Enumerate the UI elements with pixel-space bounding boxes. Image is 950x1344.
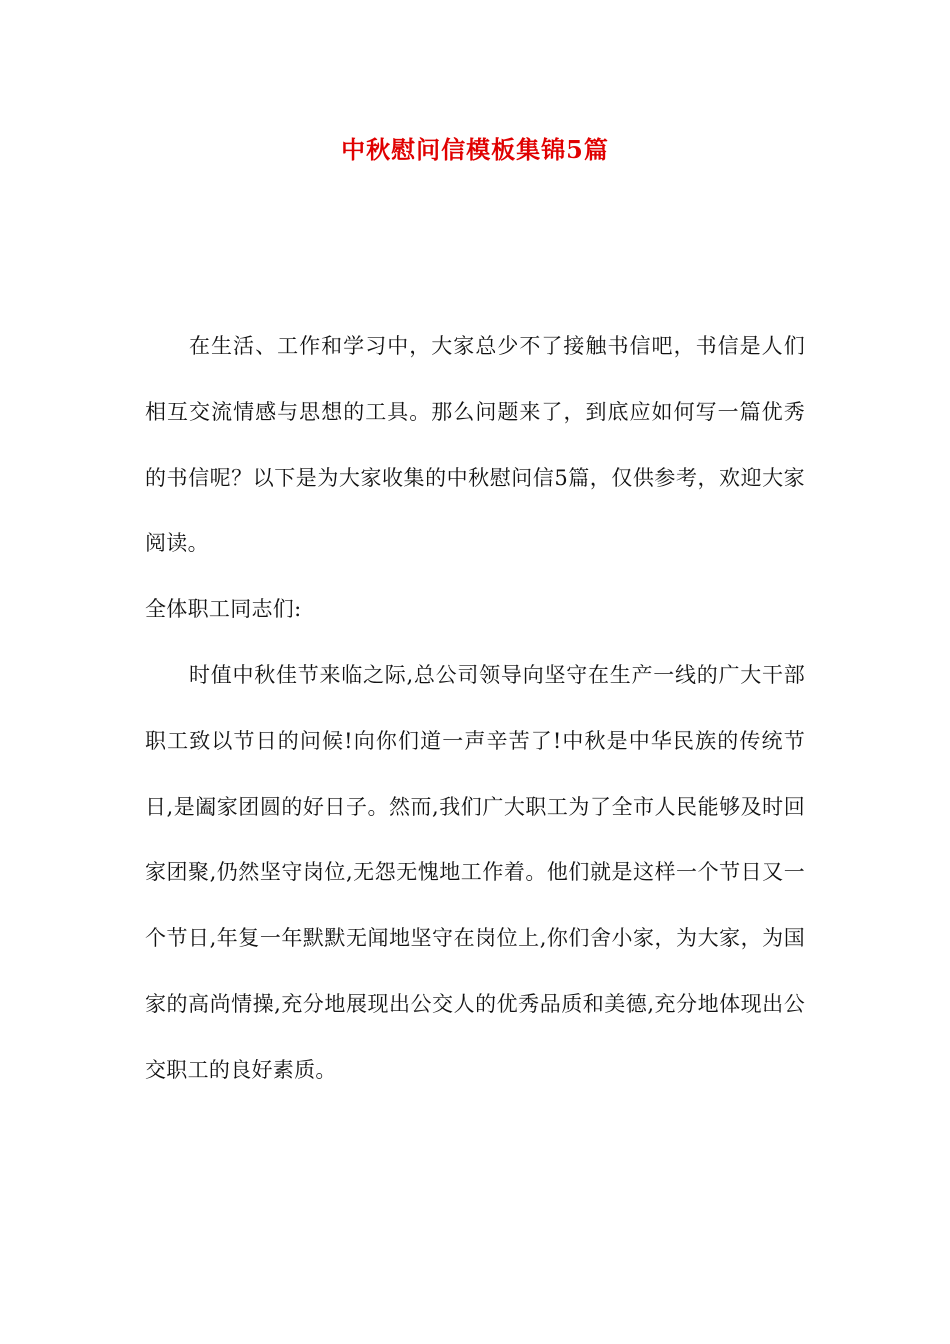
salutation: 全体职工同志们: (145, 597, 302, 622)
document-title: 中秋慰问信模板集锦5篇 (341, 135, 609, 164)
document-body (145, 314, 805, 1104)
intro-paragraph: 在生活、工作和学习中，大家总少不了接触书信吧，书信是人们相互交流情感与思想的工具。那么问题来了，到底应如何写一篇优秀的书信呢？以下是为大家收集的中秋慰问信5篇，仅供参考，欢迎大家阅读。 (145, 334, 805, 556)
letter-paragraph: 时值中秋佳节来临之际,总公司领导向坚守在生产一线的广大干部职工致以节日的问候!向你们道一声辛苦了!中秋是中华民族的传统节日,是阖家团圆的好日子。然而,我们广大职工为了全市人民能够及时回家团聚,仍然坚守岗位,无怨无愧地工作着。他们就是这样一个节日又一个节日,年复一年默默无闻地坚守在岗位上,你们舍小家，为大家，为国家的高尚情操,充分地展现出公交人的优秀品质和美德,充分地体现出公交职工的良好素质。 (145, 662, 805, 1082)
